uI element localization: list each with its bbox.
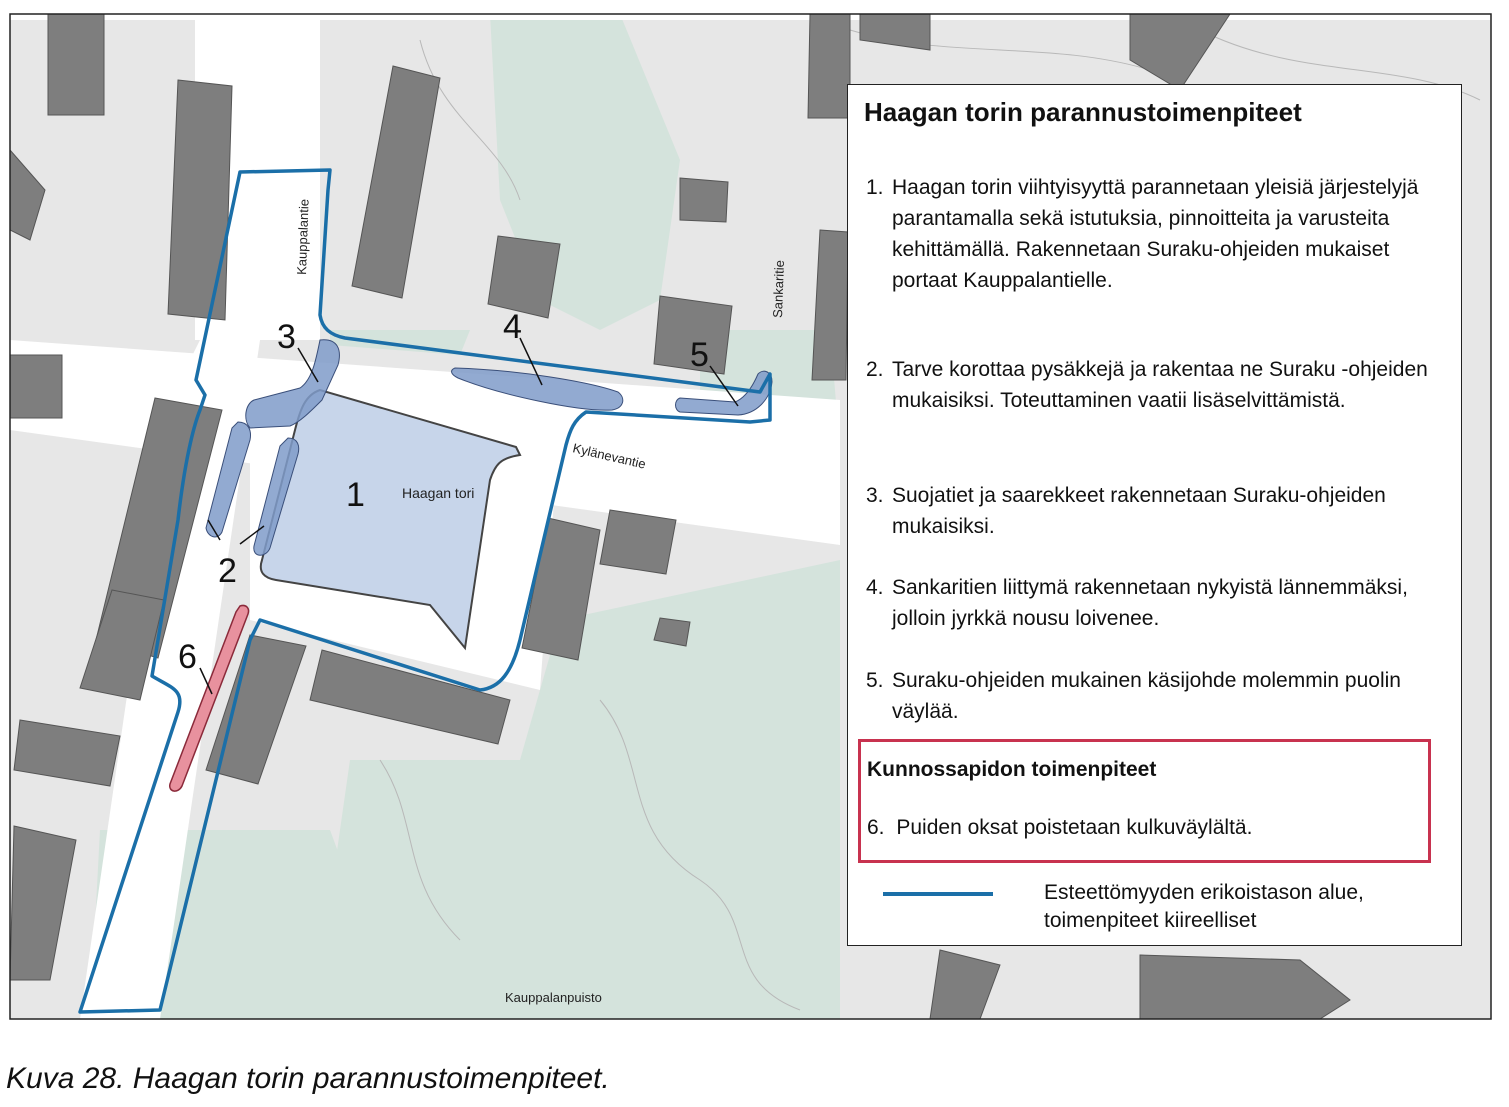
marker-2: 2	[218, 552, 237, 590]
legend-item-4	[866, 572, 1446, 634]
maintenance-title: Kunnossapidon toimenpiteet	[867, 758, 1157, 781]
legend-item-2	[866, 354, 1446, 416]
legend-item-text: Suojatiet ja saarekkeet rakennetaan Suraku-ohjeiden mukaisiksi.	[892, 484, 1386, 538]
maintenance-item-number: 6.	[867, 816, 885, 839]
legend-item-text: Tarve korottaa pysäkkejä ja rakentaa ne Suraku -ohjeiden mukaisiksi. Toteuttaminen vaatii lisäselvittämistä.	[892, 358, 1428, 412]
boundary-legend-swatch	[883, 892, 993, 896]
maintenance-box	[858, 739, 1431, 863]
marker-1: 1	[346, 476, 365, 514]
legend-title: Haagan torin parannustoimenpiteet	[864, 97, 1302, 127]
marker-4: 4	[503, 308, 522, 346]
legend-item-number: 3.	[866, 484, 884, 507]
marker-6: 6	[178, 638, 197, 676]
legend-item-text: Sankaritien liittymä rakennetaan nykyistä lännemmäksi, jolloin jyrkkä nousu loivenee.	[892, 576, 1408, 630]
legend-item-number: 2.	[866, 358, 884, 381]
marker-3: 3	[277, 318, 296, 356]
legend-item-text: Haagan torin viihtyisyyttä parannetaan yleisiä järjestelyjä parantamalla sekä istutuksia, pinnoitteita ja varusteita kehittämällä. Rakennetaan Suraku-ohjeiden mukaiset portaat Kauppalantielle.	[892, 176, 1419, 292]
legend-item-text: Suraku-ohjeiden mukainen käsijohde molemmin puolin väylää.	[892, 669, 1401, 723]
legend-item-number: 5.	[866, 669, 884, 692]
legend-item-3	[866, 480, 1446, 542]
label-kauppalanpuisto: Kauppalanpuisto	[505, 990, 602, 1005]
boundary-legend-label: Esteettömyyden erikoistason alue, toimenpiteet kiireelliset	[1044, 881, 1364, 932]
legend-item-1	[866, 172, 1446, 296]
label-sankaritie: Sankaritie	[770, 259, 788, 319]
label-haagan-tori: Haagan tori	[402, 485, 475, 501]
legend-item-number: 1.	[866, 176, 884, 199]
label-kauppalantie: Kauppalantie	[294, 198, 312, 276]
maintenance-item-text: Puiden oksat poistetaan kulkuväylältä.	[896, 816, 1253, 839]
maintenance-item-6	[867, 816, 1252, 840]
figure-caption: Kuva 28. Haagan torin parannustoimenpiteet.	[6, 1062, 610, 1095]
legend-item-number: 4.	[866, 576, 884, 599]
legend-panel	[847, 84, 1462, 946]
marker-5: 5	[690, 336, 709, 374]
legend-item-5	[866, 665, 1446, 727]
label-kylanevantie: Kylänevantie	[571, 440, 648, 472]
